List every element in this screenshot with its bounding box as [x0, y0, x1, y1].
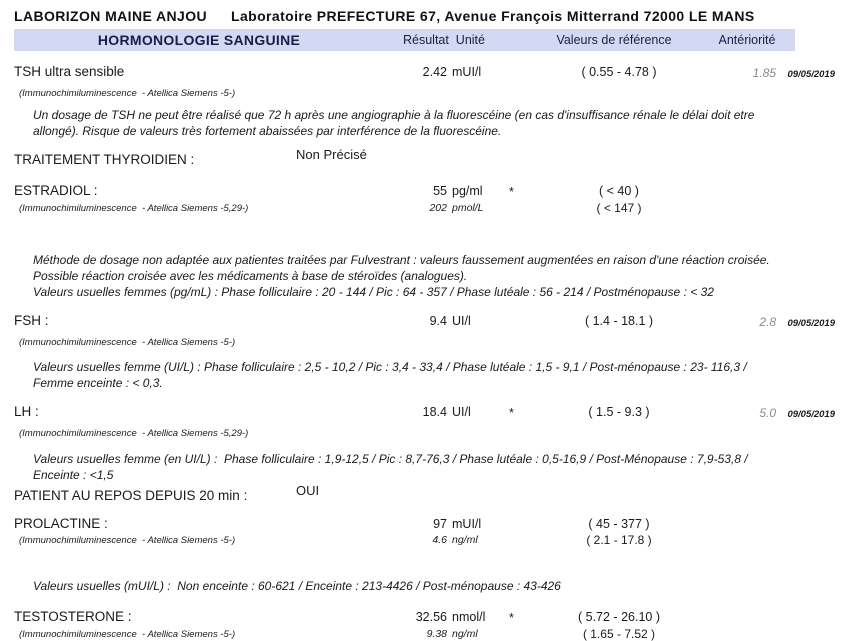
note-line: Valeurs usuelles femmes (pg/mL) : Phase folliculaire : 20 - 144 / Pic : 64 - 357 / Phase lutéale : 56 - 214 / Postménopause : < 32 [33, 285, 714, 299]
result-value: 18.4 [422, 405, 447, 419]
note-line: Valeurs usuelles femme (UI/L) : Phase folliculaire : 2,5 - 10,2 / Pic : 3,4 - 33,4 / Phase lutéale : 1,5 - 9,1 / Post-ménopause : 23- 116,3 / [33, 360, 747, 374]
reference-range-secondary: ( < 147 ) [596, 201, 642, 215]
result-unit: nmol/l [452, 610, 486, 624]
column-header-anteriority: Antériorité [718, 33, 776, 47]
test-method-row [14, 87, 835, 100]
abnormal-flag [509, 64, 534, 65]
reference-range: ( 0.55 - 4.78 ) [581, 65, 657, 79]
test-method: (Immunochimiluminescence - Atellica Siemens -5,29-) [19, 203, 249, 214]
test-result-secondary [399, 202, 509, 215]
result-unit: ng/ml [452, 628, 478, 640]
result-value: 9.38 [426, 628, 447, 640]
result-unit: UI/l [452, 405, 471, 419]
result-value: 202 [429, 202, 447, 214]
test-result-row [14, 609, 835, 626]
test-result-row [14, 404, 835, 423]
test-block-estradiol [14, 183, 835, 300]
test-result [399, 516, 509, 532]
note-line: Valeurs usuelles femme (en UI/L) : Phase folliculaire : 1,9-12,5 / Pic : 8,7-76,3 / Phase lutéale : 0,5-16,9 / Post-Ménopause : 7,9-53,8 / [33, 452, 748, 466]
test-block-testosterone [14, 609, 835, 641]
test-notes [14, 451, 835, 483]
abnormal-flag: * [509, 185, 514, 199]
test-method: (Immunochimiluminescence - Atellica Siemens -5-) [19, 88, 236, 99]
note-line: Possible réaction croisée avec les médicaments à base de stéroïdes (analogues). [33, 269, 468, 283]
test-method-row [14, 534, 835, 547]
abnormal-flag [509, 313, 534, 314]
reference-range: ( 45 - 377 ) [588, 517, 650, 531]
test-method: (Immunochimiluminescence - Atellica Siemens -5,29-) [19, 428, 249, 439]
result-unit: pg/ml [452, 184, 483, 198]
test-notes [14, 107, 835, 139]
question-answer: OUI [296, 483, 320, 498]
anteriority-date: 09/05/2019 [787, 409, 835, 420]
test-method: (Immunochimiluminescence - Atellica Siemens -5-) [19, 337, 236, 348]
result-value: 2.42 [422, 65, 447, 79]
anteriority-value: 2.8 [759, 315, 776, 329]
test-method: (Immunochimiluminescence - Atellica Siemens -5-) [19, 629, 236, 640]
lab-address: Laboratoire PREFECTURE 67, Avenue François Mitterrand 72000 LE MANS [231, 8, 755, 24]
test-result [399, 183, 509, 199]
test-result [399, 609, 509, 625]
lab-name: LABORIZON MAINE ANJOU [14, 8, 207, 24]
result-value: 4.6 [432, 534, 447, 546]
result-unit: ng/ml [452, 534, 478, 546]
anteriority-value: 5.0 [759, 406, 776, 420]
reference-range: ( 5.72 - 26.10 ) [578, 610, 660, 624]
test-result [399, 64, 509, 80]
test-name: TSH ultra sensible [14, 64, 125, 79]
question-row-patient-repos [14, 483, 835, 504]
note-line: Femme enceinte : < 0,3. [33, 376, 163, 390]
test-name: ESTRADIOL : [14, 183, 98, 198]
test-method-row [14, 202, 835, 215]
result-unit: mUI/l [452, 65, 482, 79]
test-result-secondary [399, 534, 509, 547]
result-value: 32.56 [415, 610, 447, 624]
test-result [399, 404, 509, 420]
test-result-row [14, 64, 835, 83]
anteriority-date: 09/05/2019 [787, 69, 835, 80]
reference-range: ( < 40 ) [599, 184, 639, 198]
anteriority-date: 09/05/2019 [787, 318, 835, 329]
test-method: (Immunochimiluminescence - Atellica Siemens -5-) [19, 535, 236, 546]
column-header-reference: Valeurs de référence [556, 33, 672, 47]
reference-range: ( 1.5 - 9.3 ) [588, 405, 650, 419]
result-value: 97 [433, 517, 447, 531]
abnormal-flag: * [509, 611, 514, 625]
test-block-prolactine [14, 516, 835, 594]
test-result-row [14, 516, 835, 532]
result-value: 9.4 [429, 314, 447, 328]
section-title: HORMONOLOGIE SANGUINE [97, 32, 301, 48]
question-row-traitement-thyroidien [14, 147, 835, 168]
note-line: Valeurs usuelles (mUI/L) : Non enceinte : 60-621 / Enceinte : 213-4426 / Post-ménopause : 43-426 [33, 579, 561, 593]
test-name: FSH : [14, 313, 49, 328]
test-name: PROLACTINE : [14, 516, 108, 531]
reference-range: ( 1.4 - 18.1 ) [584, 314, 654, 328]
question-label: TRAITEMENT THYROIDIEN : [14, 152, 195, 167]
test-block-lh [14, 404, 835, 483]
document-header [14, 8, 835, 25]
result-unit: UI/l [452, 314, 471, 328]
test-block-fsh [14, 313, 835, 391]
note-line: Méthode de dosage non adaptée aux patientes traitées par Fulvestrant : valeurs faussement augmentées en raison d'une réaction croisée. [33, 253, 770, 267]
question-answer: Non Précisé [296, 147, 367, 162]
test-notes [14, 252, 835, 300]
reference-range-secondary: ( 2.1 - 17.8 ) [586, 533, 652, 547]
abnormal-flag [509, 516, 534, 517]
result-unit: mUI/l [452, 517, 482, 531]
note-line: Un dosage de TSH ne peut être réalisé que 72 h après une angiographie à la fluorescéine (en cas d'insuffisance rénale le délai doit etre [33, 108, 755, 122]
test-result [399, 313, 509, 329]
test-method-row [14, 427, 835, 440]
section-header-band [14, 29, 795, 51]
test-name: LH : [14, 404, 39, 419]
test-notes [14, 359, 835, 391]
note-line: Enceinte : <1,5 [33, 468, 114, 482]
anteriority-value: 1.85 [752, 66, 776, 80]
column-header-result: Résultat Unité [403, 33, 485, 47]
result-unit: pmol/L [452, 202, 484, 214]
test-result-row [14, 313, 835, 332]
test-result-row [14, 183, 835, 200]
test-notes [14, 578, 835, 594]
test-method-row [14, 336, 835, 349]
result-value: 55 [433, 184, 447, 198]
reference-range-secondary: ( 1.65 - 7.52 ) [582, 627, 656, 641]
note-line: allongé). Risque de valeurs très fortement abaissées par interférence de la fluorescéine. [33, 124, 502, 138]
question-label: PATIENT AU REPOS DEPUIS 20 min : [14, 488, 248, 503]
test-name: TESTOSTERONE : [14, 609, 132, 624]
test-block-tsh [14, 64, 835, 139]
abnormal-flag: * [509, 406, 514, 420]
